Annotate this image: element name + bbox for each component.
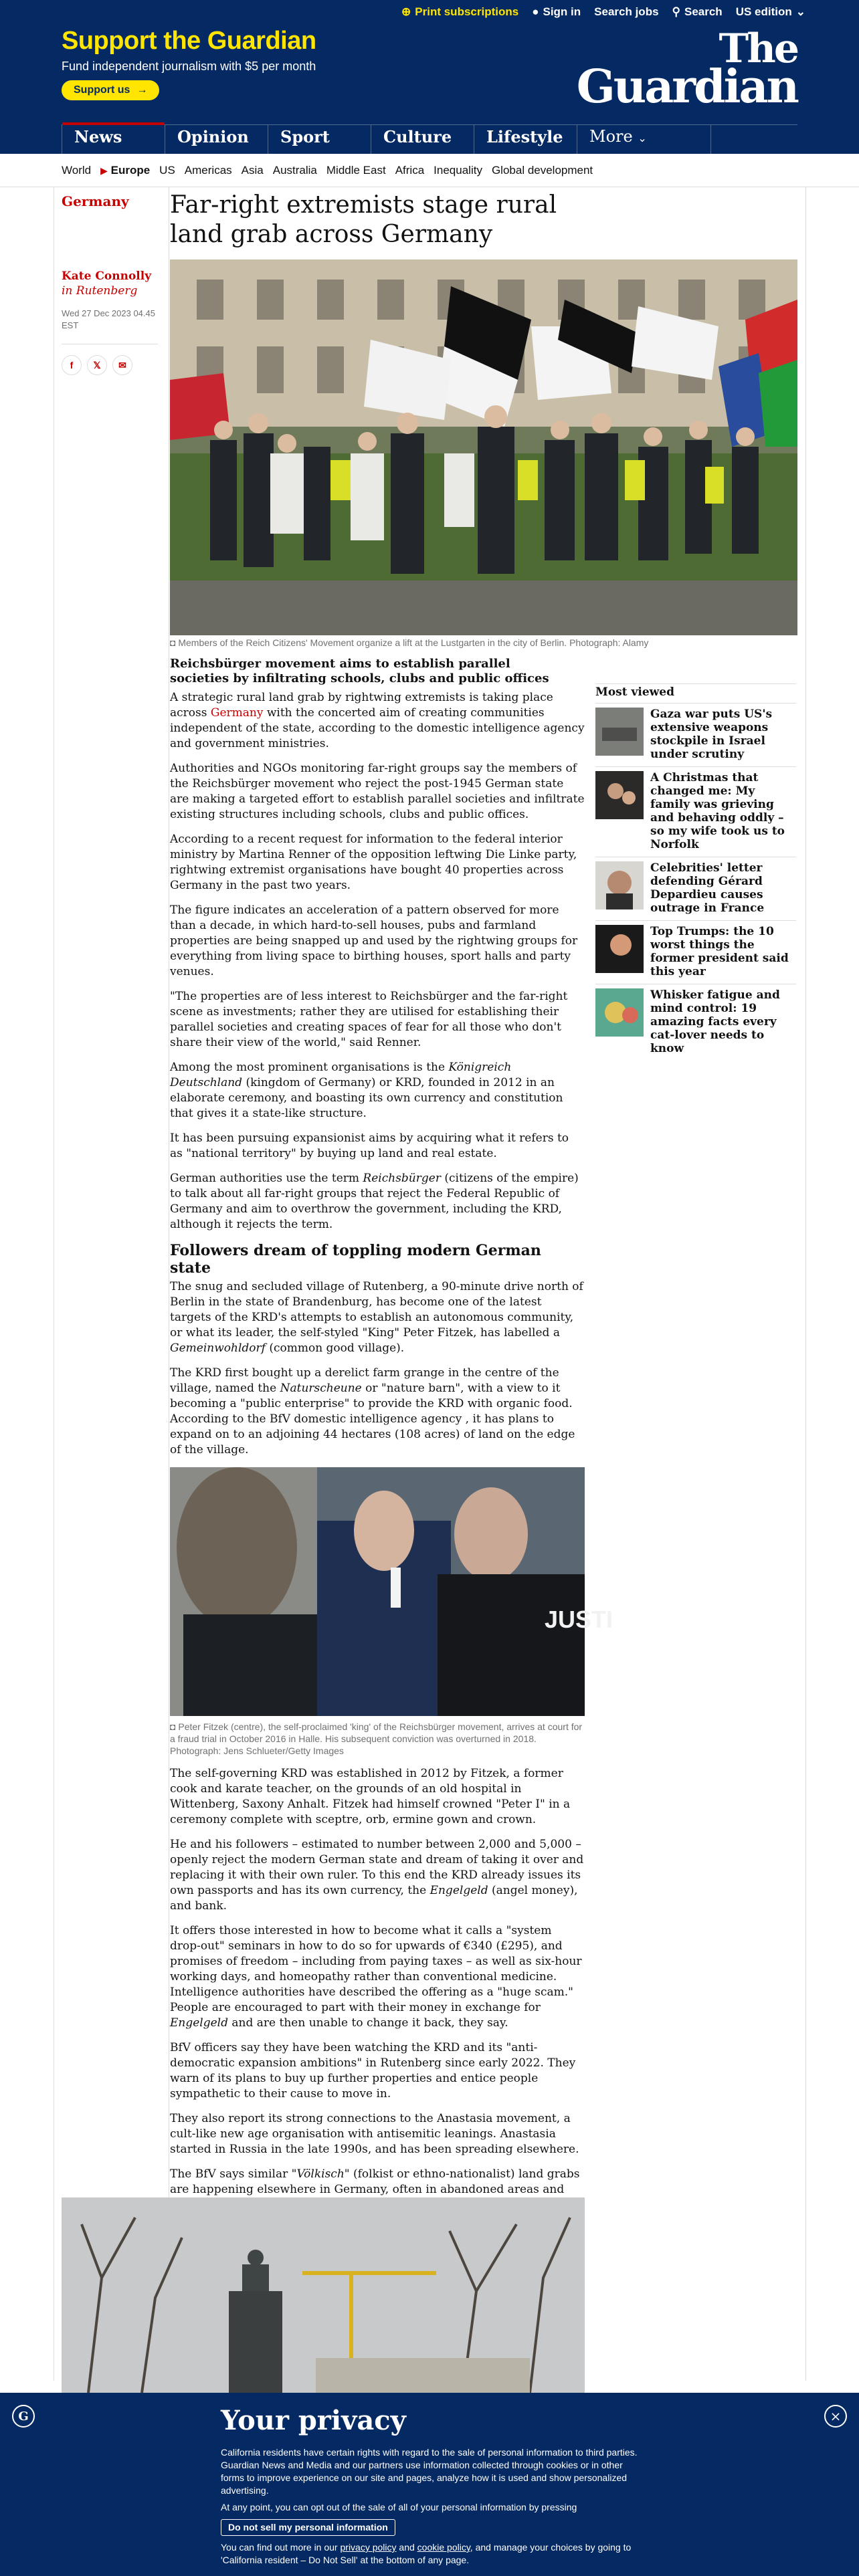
twitter-share-icon[interactable]: 𝕏 [87, 355, 107, 375]
thumbnail [595, 925, 644, 973]
nav-news[interactable]: News [62, 125, 165, 154]
most-viewed [595, 683, 796, 1061]
subnav-asia[interactable]: Asia [241, 163, 264, 177]
paragraph: The KRD first bought up a derelict farm grange in the centre of the village, named the Naturscheune or "nature barn", with a view to it becoming a "public enterprise" to provide the KRD with organic food. According to the BfV domestic intelligence agency , it has plans to expand on to an adjoining 44 hectares (108 acres) of land on the edge of the village. [170, 1366, 575, 1457]
paragraph: A strategic rural land grab by rightwing extremists is taking place across Germany with the concerted aim of creating communities independent of the state, according to the domestic intelligence agency and government ministries. [170, 691, 585, 750]
support-us-button[interactable]: Support us → [62, 80, 159, 100]
paragraph: They also report its strong connections to the Anastasia movement, a cult-like new age organisation with antisemitic leanings. Anastasia started in Russia in the late 1990s, and has been spreading elsewhere. [170, 2112, 579, 2156]
thumbnail [595, 988, 644, 1037]
article-meta [62, 222, 158, 375]
guardian-logo[interactable]: The Guardian [576, 25, 797, 114]
thumbnail [595, 771, 644, 819]
main-image-caption: ◘ Members of the Reich Citizens' Movement organize a lift at the Lustgarten in the city of Berlin. Photograph: Alamy [170, 637, 649, 648]
chevron-down-icon: ⌄ [795, 5, 805, 18]
top-utility-bar [0, 0, 859, 24]
most-viewed-item[interactable]: Celebrities' letter defending Gérard Depardieu causes outrage in France [595, 857, 796, 920]
nav-opinion[interactable]: Opinion [165, 125, 268, 154]
close-icon[interactable]: × [824, 2405, 847, 2428]
support-subtitle: Fund independent journalism with $5 per month [62, 60, 316, 73]
subnav-us[interactable]: US [159, 163, 175, 177]
dateline: Wed 27 Dec 2023 04.45 EST [62, 308, 155, 330]
privacy-title: Your privacy [221, 2405, 406, 2436]
most-viewed-item[interactable]: Top Trumps: the 10 worst things the former president said this year [595, 920, 796, 984]
thumbnail [595, 708, 644, 756]
edition-selector[interactable]: US edition ⌄ [735, 5, 805, 18]
search-jobs-link[interactable]: Search jobs [594, 5, 659, 18]
paragraph: German authorities use the term Reichsbürger (citizens of the empire) to talk about all far-right groups that reject the Federal Republic of Germany and aim to overthrow the government, including the KRD, although it rejects the term. [170, 1172, 579, 1231]
share-buttons [62, 344, 158, 375]
nav-culture[interactable]: Culture [371, 125, 474, 154]
nav-lifestyle[interactable]: Lifestyle [474, 125, 577, 154]
subnav-inequality[interactable]: Inequality [434, 163, 482, 177]
email-share-icon[interactable]: ✉ [112, 355, 132, 375]
search-icon: ⚲ [672, 5, 680, 18]
thumbnail [595, 861, 644, 909]
subnav-middle-east[interactable]: Middle East [326, 163, 386, 177]
print-icon: ⊕ [401, 5, 411, 18]
user-icon: ● [532, 5, 539, 18]
paragraph: The self-governing KRD was established in 2012 by Fitzek, a former cook and karate teacher, on the grounds of an old hospital in Wittenberg, Saxony Anhalt. Fitzek had himself crowned "Peter I" in a ceremony complete with sceptre, orb, ermine gown and crown. [170, 1767, 571, 1826]
camera-icon: ◘ [170, 637, 176, 648]
guardian-roundel-icon: G [12, 2405, 35, 2428]
germany-link[interactable]: Germany [210, 706, 264, 720]
sign-in-link[interactable]: ● Sign in [532, 5, 581, 18]
most-viewed-item[interactable]: Whisker fatigue and mind control: 19 amazing facts every cat-lover needs to know [595, 984, 796, 1061]
masthead [0, 24, 859, 124]
cookie-policy-link[interactable]: cookie policy [417, 2542, 470, 2553]
main-nav [0, 124, 859, 154]
page-title: Far-right extremists stage rural land grab across Germany [170, 191, 557, 248]
paragraph: It has been pursuing expansionist aims by acquiring what it refers to as "national territory" by buying up land and real estate. [170, 1132, 569, 1160]
paragraph: According to a recent request for information to the federal interior ministry by Martina Renner of the opposition leftwing Die Linke party, rightwing extremist organisations have bought 40 properties across Germany in the past two years. [170, 833, 577, 892]
sub-nav [0, 154, 859, 187]
support-banner [62, 27, 316, 100]
camera-icon: ◘ [170, 1721, 176, 1732]
paragraph: Among the most prominent organisations is the Königreich Deutschland (kingdom of Germany) or KRD, founded in 2012 in an elaborate ceremony, and boasting its own currency and constitution that gives it a state-like structure. [170, 1061, 563, 1120]
facebook-share-icon[interactable]: f [62, 355, 82, 375]
section-label[interactable]: Germany [62, 193, 129, 209]
monument-photo [62, 2197, 585, 2393]
bottom-image [62, 2197, 585, 2393]
current-indicator-icon: ▶ [100, 165, 108, 176]
privacy-policy-link[interactable]: privacy policy [340, 2542, 397, 2553]
paragraph: "The properties are of less interest to Reichsbürger and the far-right scene as investments; rather they are utilised for establishing their parallel societies and creating spaces of fear for all those who don't share their view of the world," said Renner. [170, 990, 568, 1049]
paragraph: The BfV says similar "Völkisch" (folkist or ethno-nationalist) land grabs are happening elsewhere in Germany, often in abandoned areas and [170, 2167, 580, 2196]
most-viewed-title: Most viewed [595, 685, 674, 699]
chevron-down-icon: ⌄ [638, 132, 647, 144]
paragraph: Authorities and NGOs monitoring far-right groups say the members of the Reichsbürger movement who reject the post-1945 German state are making a targeted effort to establish parallel societies and infiltrate existing structures including schools, clubs and public offices. [170, 762, 585, 821]
privacy-text: California residents have certain rights with regard to the sale of personal information to third parties. Guardian News and Media and our partners use information collected through cookies or in other forms to improve experience on our site and pages, analyze how it is used and show personalized advertising. At any point, you can opt out of the sale of all of your personal information by pressing Do not sell my personal information You can find out more in our privacy policy and cookie policy, and manage your choices by going to 'California resident – Do Not Sell' at the bottom of any page. [221, 2447, 638, 2565]
support-title: Support the Guardian [62, 27, 316, 55]
inline-figure-caption: ◘ Peter Fitzek (centre), the self-proclaimed 'king' of the Reichsbürger movement, arrives at court for a fraud trial in October 2016 in Halle. His subsequent conviction was overturned in 2018. Photograph: Jens Schlueter/Getty Images [170, 1721, 583, 1756]
nav-sport[interactable]: Sport [268, 125, 371, 154]
subheading: Followers dream of toppling modern German state [170, 1242, 541, 1277]
paragraph: The snug and secluded village of Rutenberg, a 90-minute drive north of Berlin in the state of Brandenburg, has become one of the latest targets of the KRD's attempts to establish an autonomous community, or what its leader, the self-styled "King" Peter Fitzek, has labelled a Gemeinwohldorf (common good village). [170, 1280, 583, 1355]
jacket-lettering: JUSTI [545, 1606, 613, 1633]
subnav-europe[interactable]: ▶ Europe [100, 163, 151, 177]
byline[interactable]: Kate Connolly in Rutenberg [62, 270, 152, 298]
search-link[interactable]: ⚲ Search [672, 5, 723, 18]
most-viewed-item[interactable]: A Christmas that changed me: My family was grieving and behaving oddly – so my wife took us to Norfolk [595, 766, 796, 857]
nav-more[interactable]: More ⌄ [577, 125, 711, 154]
paragraph: The figure indicates an acceleration of a pattern observed for more than a decade, in which hard-to-sell houses, pubs and farmland properties are being snapped up and used by the rightwing groups for everything from living space to birthing houses, sport halls and party venues. [170, 903, 578, 978]
privacy-banner [0, 2393, 859, 2576]
subnav-world[interactable]: World [62, 163, 92, 177]
do-not-sell-button[interactable]: Do not sell my personal information [221, 2519, 395, 2536]
fitzek-court-photo [170, 1467, 613, 1716]
divider [805, 187, 806, 2381]
inline-figure [170, 1467, 613, 1757]
paragraph: It offers those interested in how to become what it calls a "system drop-out" seminars in how to do so for upwards of €340 (£295), and promises of freedom – including from paying taxes – as well as six-hour working days, and homeopathy rather than conventional medicine. Intelligence authorities have described the offering as a "huge scam." People are encouraged to part with their money in exchange for Engelgeld and are then unable to change it back, they say. [170, 1924, 582, 2030]
arrow-right-icon: → [136, 84, 148, 96]
most-viewed-item[interactable]: Gaza war puts US's extensive weapons stockpile in Israel under scrutiny [595, 703, 796, 766]
subnav-australia[interactable]: Australia [272, 163, 317, 177]
article-body [170, 690, 613, 2262]
main-image [170, 259, 797, 648]
subnav-global-development[interactable]: Global development [491, 163, 593, 177]
paragraph: He and his followers – estimated to number between 2,000 and 5,000 – openly reject the modern German state and dream of taking it over and replacing it with their own ruler. To this end the KRD already issues its own passports and has its own currency, the Engelgeld (angel money), and bank. [170, 1838, 584, 1913]
standfirst: Reichsbürger movement aims to establish parallel societies by infiltrating schools, clubs and public offices [170, 657, 549, 685]
paragraph: BfV officers say they have been watching the KRD and its "anti-democratic expansion ambitions" in Rutenberg since early 2022. They warn of its plans to buy up further properties and entice people sympathetic to their cause to move in. [170, 2041, 576, 2101]
flag-rally-photo [170, 259, 797, 635]
subnav-americas[interactable]: Americas [184, 163, 232, 177]
subnav-africa[interactable]: Africa [395, 163, 425, 177]
print-subscriptions-link[interactable]: ⊕ Print subscriptions [401, 5, 519, 18]
